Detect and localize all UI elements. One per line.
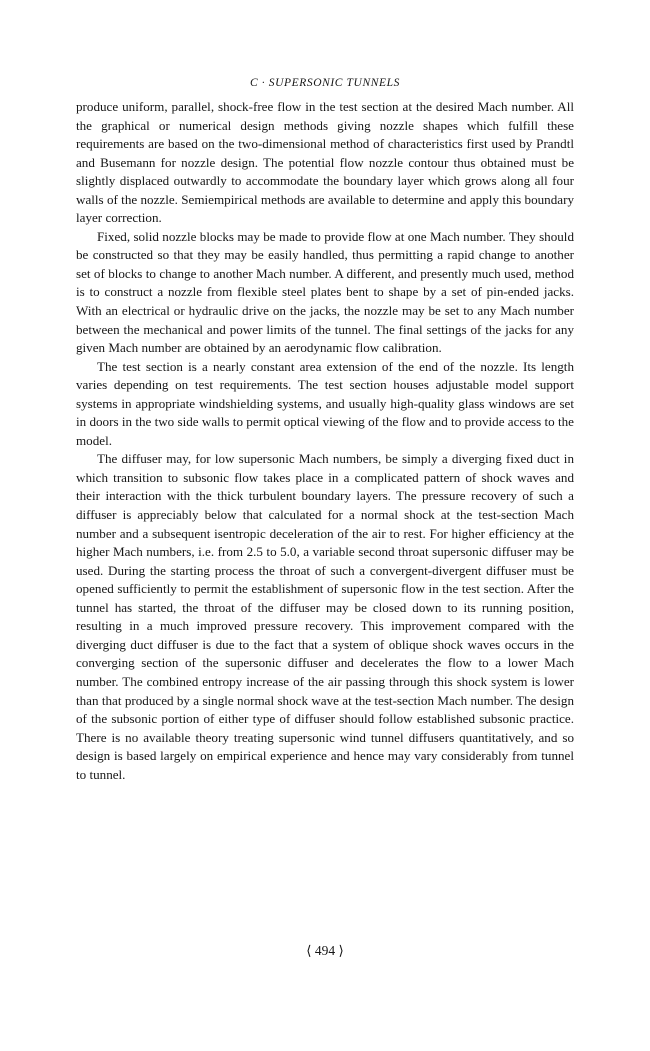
paragraph-diffuser: The diffuser may, for low supersonic Mach numbers, be simply a diverging fixed duct in which transition to subsonic flow takes place in a complicated pattern of shock waves and their interaction with the thick turbulent boundary layers. The pressure recovery of such a diffuser is appreciably below that calculated for a normal shock at the test-section Mach number and a subsequent isentropic deceleration of the air to rest. For higher efficiency at the higher Mach numbers, i.e. from 2.5 to 5.0, a variable second throat supersonic diffuser may be used. During the starting process the throat of such a convergent-divergent diffuser must be opened sufficiently to permit the establishment of supersonic flow in the test section. After the tunnel has started, the throat of the diffuser may be closed down to its running position, resulting in a much improved pressure recovery. This improvement compared with the diverging duct diffuser is due to the fact that a system of oblique shock waves occurs in the converging section of the supersonic diffuser and decelerates the flow to a lower Mach number. The combined entropy increase of the air passing through this shock system is lower than that produced by a single normal shock wave at the test-section Mach number. The design of the subsonic portion of either type of diffuser should follow established subsonic practice. There is no available theory treating supersonic wind tunnel diffusers quantitatively, and so design is based largely on empirical experience and hence may vary considerably from tunnel to tunnel. (76, 451, 574, 782)
body-text (76, 98, 574, 784)
page-number: ⟨ 494 ⟩ (306, 943, 344, 958)
paragraph-test-section: The test section is a nearly constant area extension of the end of the nozzle. Its length varies depending on test requirements. The test section houses adjustable model support systems in appropriate windshielding systems, and usually high-quality glass windows are set in doors in the two side walls to permit optical viewing of the flow and to provide access to the model. (76, 358, 574, 448)
paragraph-nozzle-blocks: Fixed, solid nozzle blocks may be made to provide flow at one Mach number. They should be constructed so that they may be easily handled, thus permitting a rapid change to another set of blocks to change to another Mach number. A different, and presently much used, method is to construct a nozzle from flexible steel plates bent to shape by a set of pin-ended jacks. With an electrical or hydraulic drive on the jacks, the nozzle may be set to any Mach number between the mechanical and power limits of the tunnel. The final settings of the jacks for any given Mach number are obtained by an aerodynamic flow calibration. (76, 228, 574, 356)
running-head: C · SUPERSONIC TUNNELS (250, 77, 400, 89)
paragraph-nozzle-design: produce uniform, parallel, shock-free flow in the test section at the desired Mach number. All the graphical or numerical design methods giving nozzle shapes which fulfill these requirements are based on the two-dimensional method of characteristics first used by Prandtl and Busemann for nozzle design. The potential flow nozzle contour thus obtained must be slightly displaced outwardly to accommodate the boundary layer which grows along all four walls of the nozzle. Semiempirical methods are available to determine and apply this boundary layer correction. (76, 99, 574, 226)
